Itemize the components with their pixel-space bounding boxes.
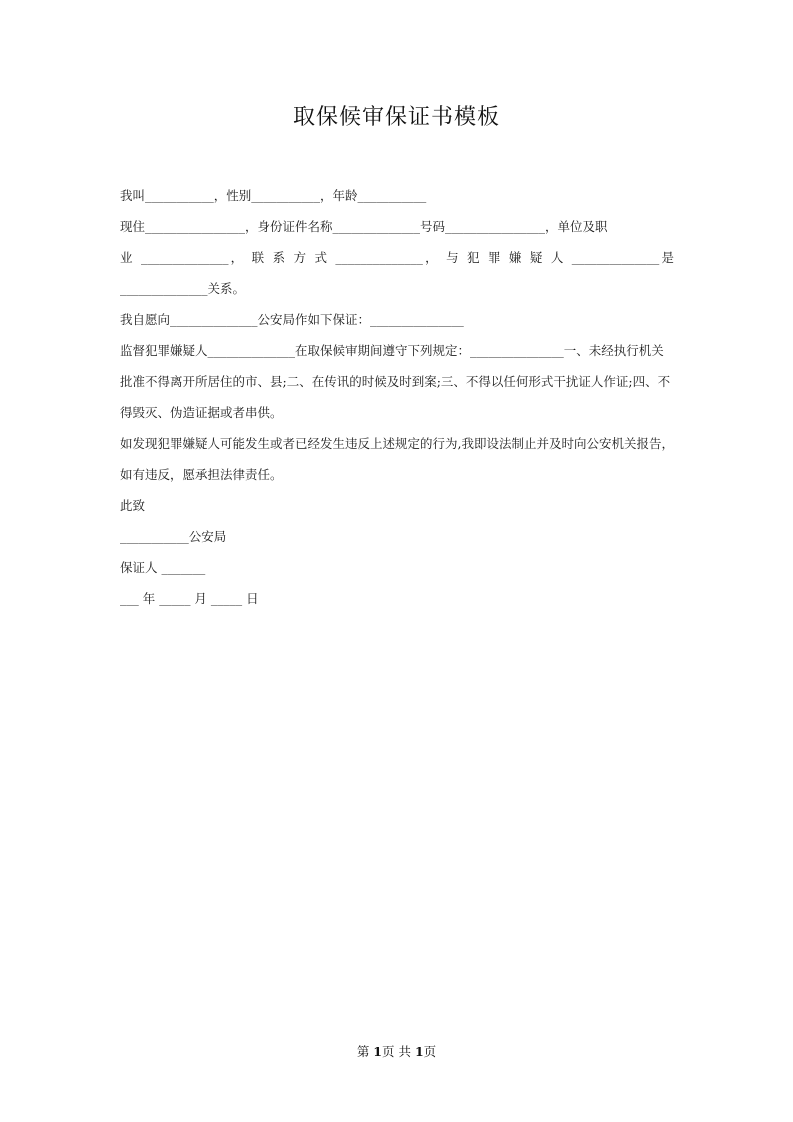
document-body [120,180,674,614]
line-guarantor: 保证人 _______ [120,560,206,575]
line-date: ___ 年 _____ 月 _____ 日 [120,591,259,606]
footer-suffix: 页 [423,1044,437,1059]
footer-page-number: 1 [373,1044,382,1059]
footer-total-pages: 1 [414,1044,424,1059]
line-police-bureau: ___________公安局 [120,529,227,544]
line-relationship: ______________关系。 [120,281,246,296]
footer-prefix: 第 [356,1044,374,1059]
line-name-gender-age: 我叫___________，性别___________，年龄___________ [120,188,427,203]
page-footer [0,1042,793,1060]
document-title: 取保候审保证书模板 [292,105,500,130]
paragraph-rules: 监督犯罪嫌疑人______________在取保候审期间遵守下列规定：_______________一、未经执行机关批准不得离开所居住的市、县;二、在传讯的时候及时到案;三、不得以任何形式干扰证人作证;四、不得毁灭、伪造证据或者串供。 [120,343,671,420]
line-address-id: 现住________________，身份证件名称______________号码________________，单位及职 [120,219,608,234]
footer-mid: 页 共 [382,1044,415,1059]
line-salutation: 此致 [120,498,146,513]
line-occupation-contact: 业 ______________， 联 系 方 式 ______________， 与 犯 罪 嫌 疑 人 ______________是 [120,250,674,265]
line-voluntary-pledge: 我自愿向______________公安局作如下保证：_______________ [120,312,464,327]
paragraph-report: 如发现犯罪嫌疑人可能发生或者已经发生违反上述规定的行为,我即设法制止并及时向公安机关报告，如有违反，愿承担法律责任。 [120,436,674,482]
